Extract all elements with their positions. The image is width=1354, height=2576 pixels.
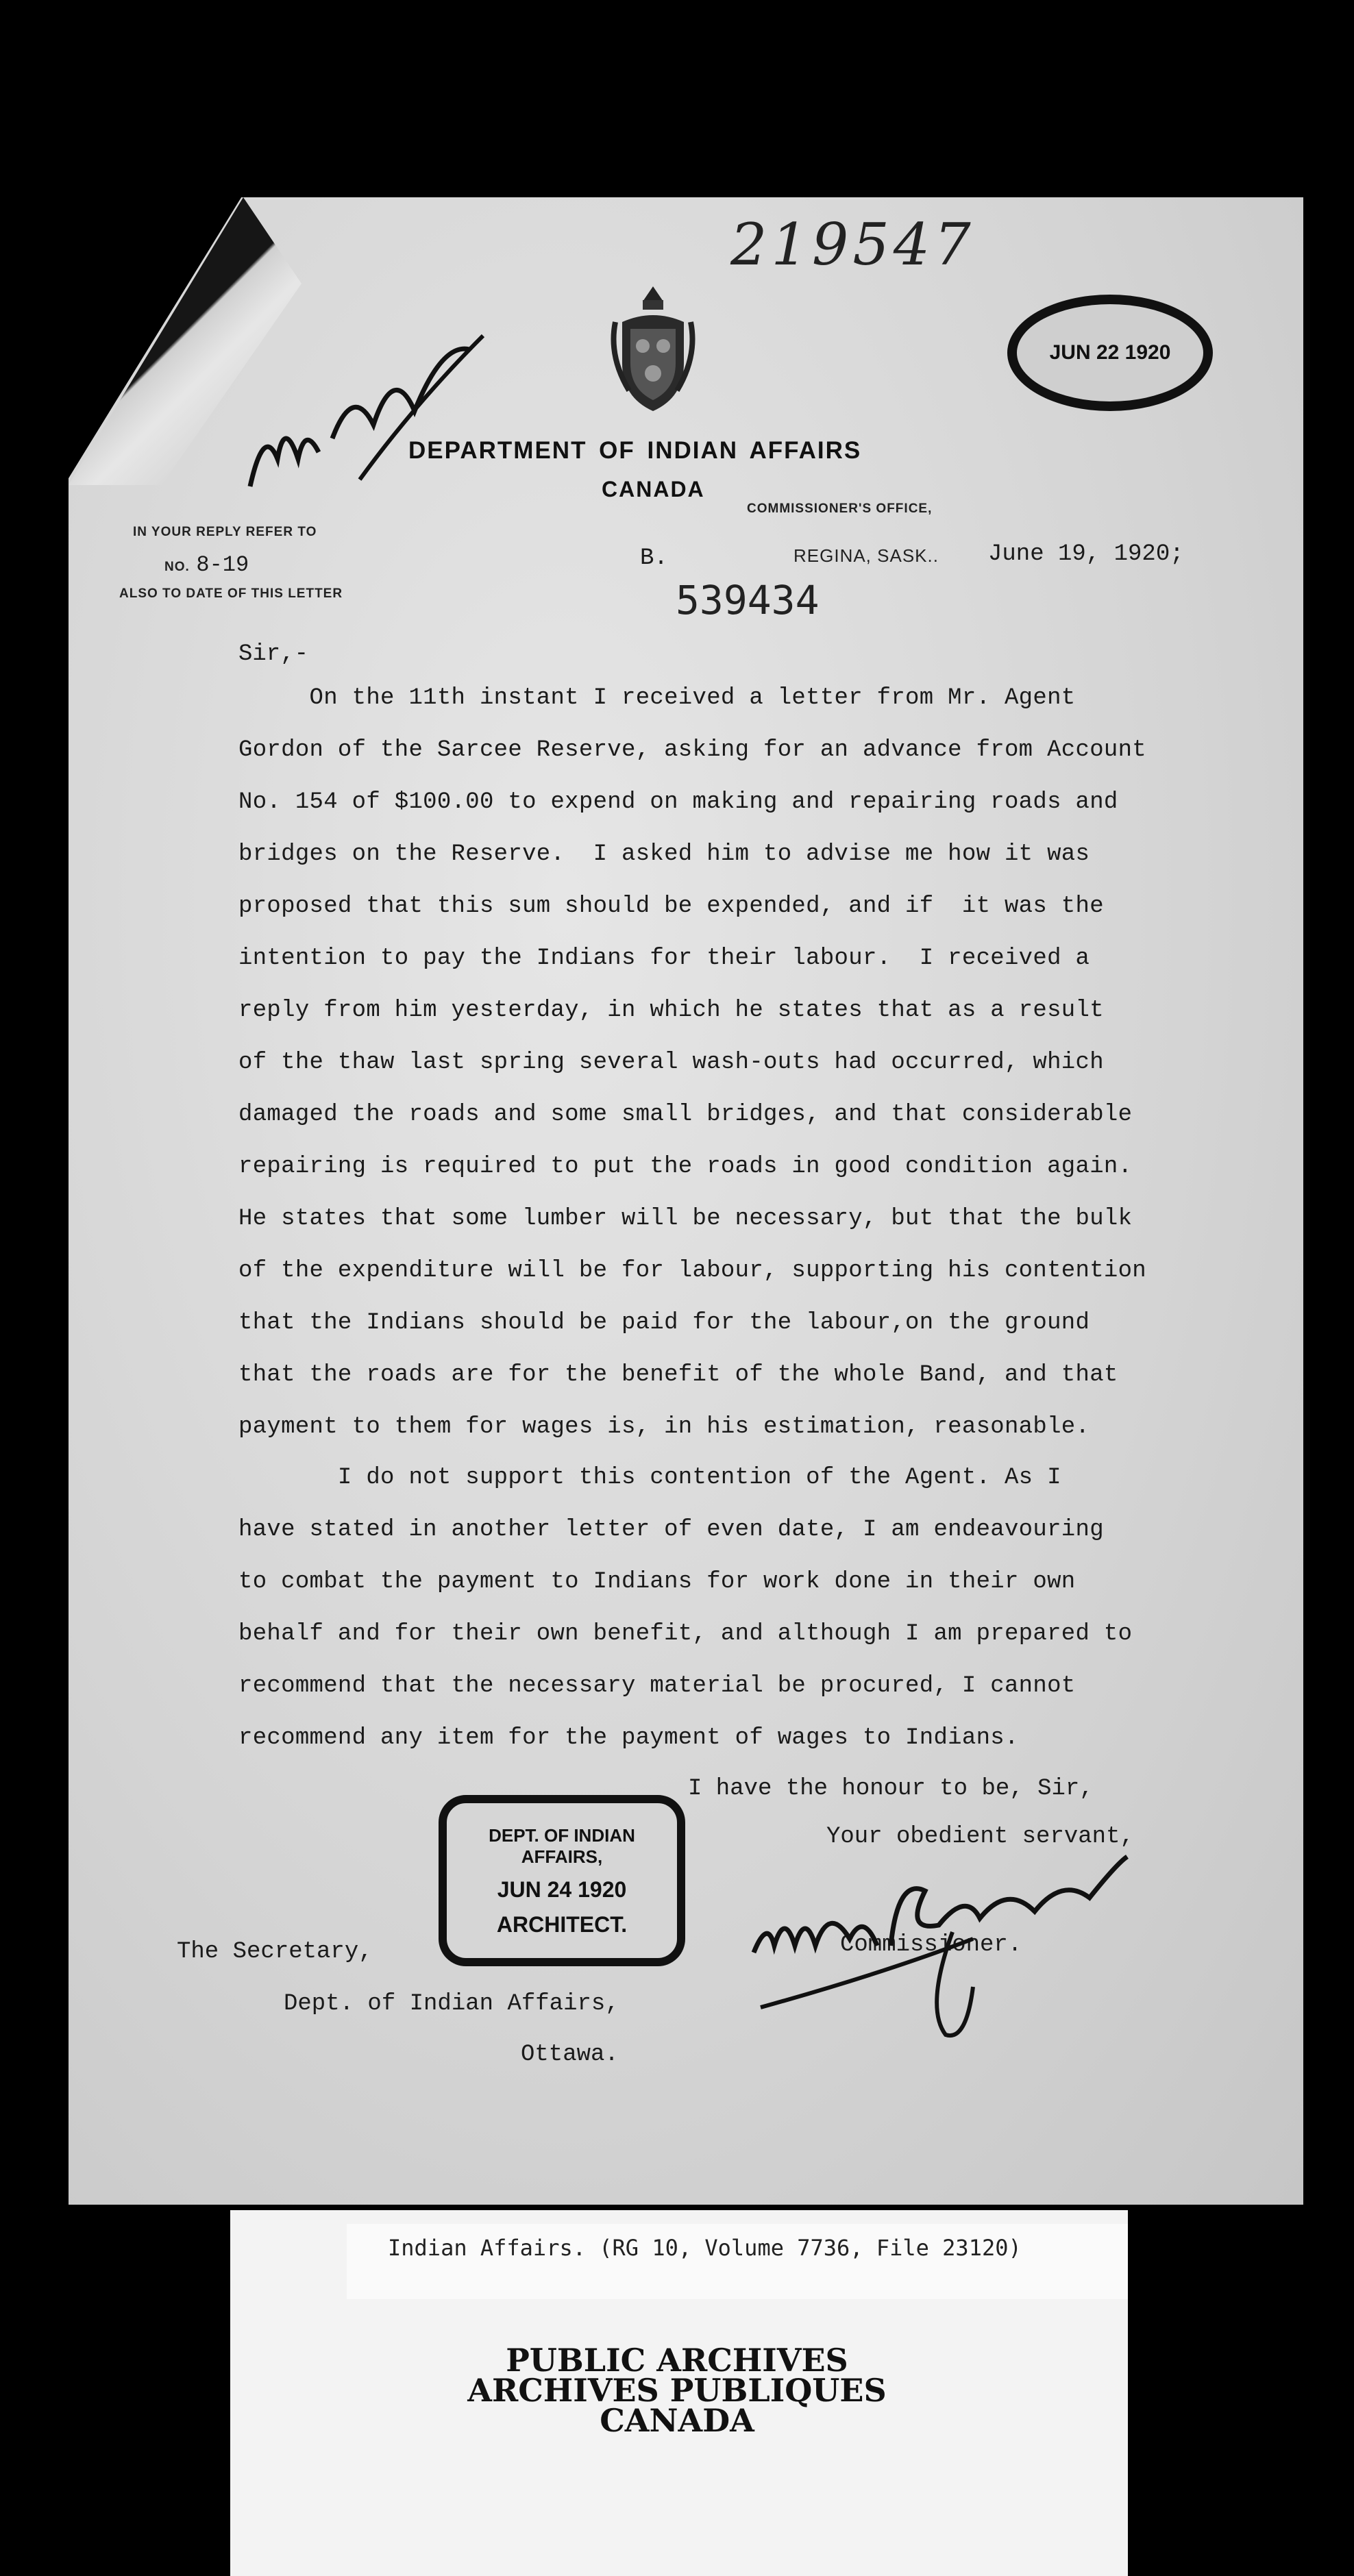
office-title: COMMISSIONER'S OFFICE,: [747, 501, 933, 516]
body-line: damaged the roads and some small bridges, and that considerable: [238, 1102, 1133, 1128]
archive-reference: Indian Affairs. (RG 10, Volume 7736, File 23120): [388, 2235, 1022, 2261]
body-line: He states that some lumber will be necessary, but that the bulk: [238, 1206, 1133, 1232]
addressee-line-2: Dept. of Indian Affairs,: [284, 1991, 619, 2017]
body-line: repairing is required to put the roads in good condition again.: [238, 1154, 1133, 1180]
country-title: CANADA: [602, 477, 705, 501]
body-line: On the 11th instant I received a letter from Mr. Agent: [238, 685, 1076, 711]
department-title: DEPARTMENT OF INDIAN AFFAIRS: [408, 437, 862, 464]
body-line: bridges on the Reserve. I asked him to advise me how it was: [238, 841, 1090, 867]
coat-of-arms-icon: [608, 281, 698, 418]
file-number: 539434: [676, 577, 820, 623]
handwritten-number: 219547: [730, 211, 975, 278]
reply-refer-label: IN YOUR REPLY REFER TO: [133, 525, 317, 539]
reply-number-label: NO.: [164, 560, 190, 574]
place-label: REGINA, SASK..: [793, 545, 939, 566]
archive-title-line-1: PUBLIC ARCHIVES: [506, 2342, 848, 2379]
body-line: recommend that the necessary material be procured, I cannot: [238, 1673, 1076, 1699]
body-line: have stated in another letter of even date, I am endeavouring: [238, 1517, 1104, 1543]
body-line: of the thaw last spring several wash-outs had occurred, which: [238, 1050, 1104, 1076]
body-line: that the roads are for the benefit of the whole Band, and that: [238, 1362, 1118, 1388]
addressee-line-1: The Secretary,: [177, 1939, 373, 1965]
archive-reference-box: [347, 2224, 1128, 2299]
oval-stamp-text: JUN 22 1920: [1049, 341, 1171, 364]
reply-number: [164, 552, 249, 578]
closing-line-1: I have the honour to be, Sir,: [688, 1776, 1094, 1802]
body-line: to combat the payment to Indians for work done in their own: [238, 1569, 1076, 1595]
body-line: I do not support this contention of the Agent. As I: [238, 1465, 1061, 1491]
received-stamp-dept: DEPT. OF INDIAN AFFAIRS,: [489, 1825, 635, 1867]
body-line: intention to pay the Indians for their labour. I received a: [238, 945, 1090, 971]
margin-handwriting-icon: [236, 322, 497, 507]
body-line: recommend any item for the payment of wages to Indians.: [238, 1725, 1019, 1751]
received-stamp-branch: ARCHITECT.: [496, 1912, 628, 1937]
signatory-title: Commissioner.: [840, 1932, 1022, 1958]
received-stamp-date: JUN 24 1920: [497, 1877, 627, 1902]
addressee-line-3: Ottawa.: [521, 2042, 619, 2068]
body-line: proposed that this sum should be expended, and if it was the: [238, 893, 1104, 919]
body-line: that the Indians should be paid for the labour,on the ground: [238, 1310, 1090, 1336]
reply-date-label: ALSO TO DATE OF THIS LETTER: [119, 586, 343, 601]
letter-date: June 19, 1920;: [988, 541, 1184, 567]
file-prefix: B.: [640, 545, 668, 571]
salutation: Sir,-: [238, 641, 309, 667]
body-line: Gordon of the Sarcee Reserve, asking for an advance from Account: [238, 737, 1147, 763]
closing-line-2: Your obedient servant,: [826, 1824, 1134, 1850]
body-line: reply from him yesterday, in which he states that as a result: [238, 998, 1104, 1024]
received-stamp: [439, 1795, 685, 1966]
body-line: No. 154 of $100.00 to expend on making and repairing roads and: [238, 789, 1118, 815]
signature-icon: [747, 1850, 1131, 2048]
reply-number-value: 8-19: [196, 552, 249, 578]
body-line: behalf and for their own benefit, and although I am prepared to: [238, 1621, 1133, 1647]
oval-date-stamp: [1007, 295, 1213, 411]
archive-title-line-3: CANADA: [600, 2402, 754, 2439]
body-line: payment to them for wages is, in his estimation, reasonable.: [238, 1414, 1090, 1440]
body-line: of the expenditure will be for labour, supporting his contention: [238, 1258, 1147, 1284]
archive-title-line-2: ARCHIVES PUBLIQUES: [467, 2372, 887, 2409]
